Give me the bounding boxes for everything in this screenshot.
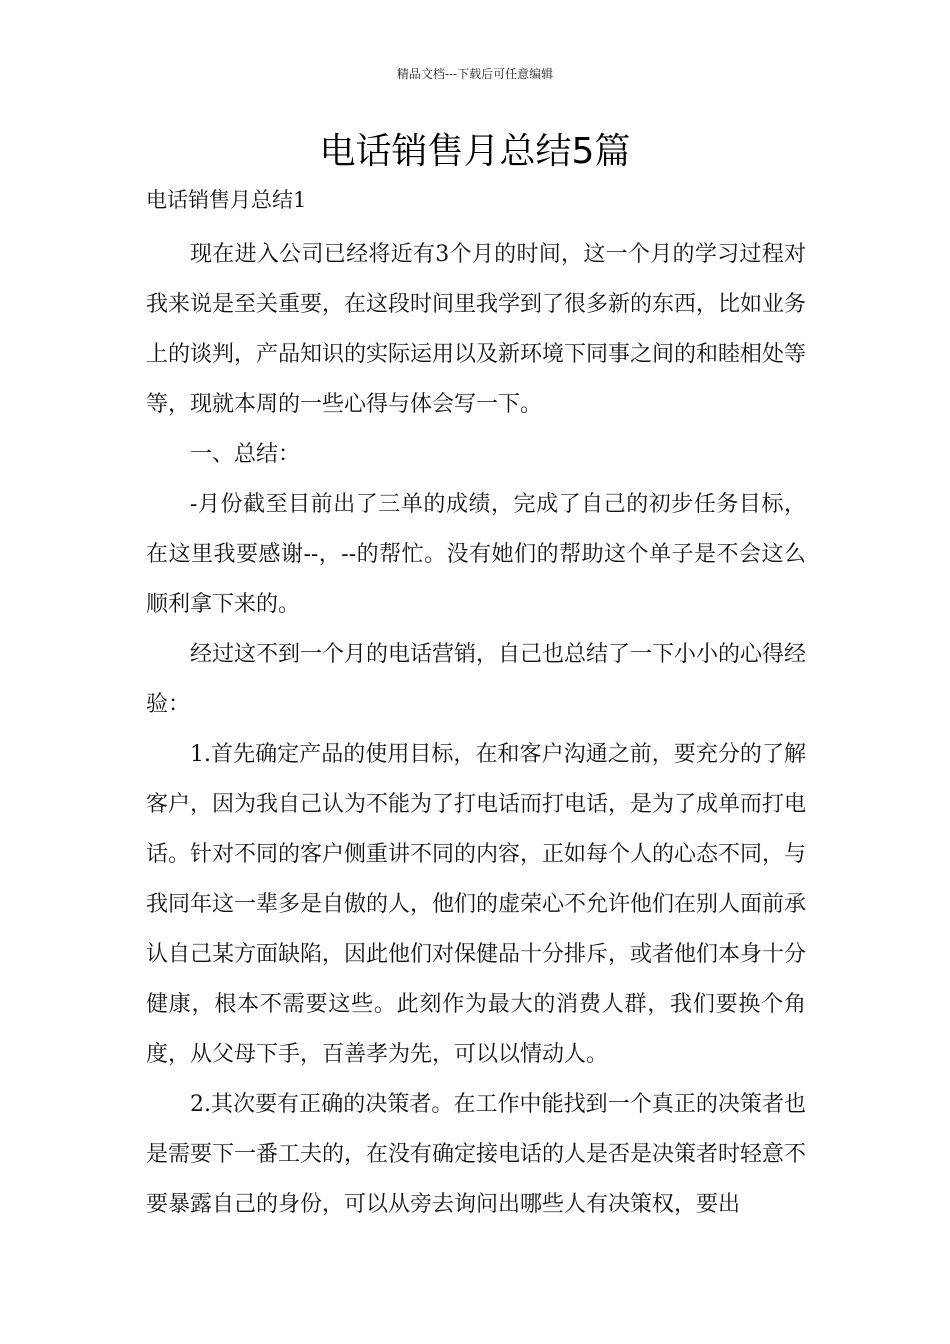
page-header: 精品文档---下载后可任意编辑 [396, 67, 554, 81]
document-body [146, 230, 806, 1230]
paragraph: 现在进入公司已经将近有3个月的时间，这一个月的学习过程对我来说是至关重要，在这段时间里我学到了很多新的东西，比如业务上的谈判，产品知识的实际运用以及新环境下同事之间的和睦相处等等，现就本周的一些心得与体会写一下。 [146, 242, 807, 417]
paragraph: 2.其次要有正确的决策者。在工作中能找到一个真正的决策者也是需要下一番工夫的，在没有确定接电话的人是否是决策者时轻意不要暴露自己的身份，可以从旁去询问出哪些人有决策权，要出 [146, 1092, 807, 1217]
paragraph: 1.首先确定产品的使用目标，在和客户沟通之前，要充分的了解客户，因为我自己认为不能为了打电话而打电话，是为了成单而打电话。针对不同的客户侧重讲不同的内容，正如每个人的心态不同，与我同年这一辈多是自傲的人，他们的虚荣心不允许他们在别人面前承认自己某方面缺陷，因此他们对保健品十分排斥，或者他们本身十分健康，根本不需要这些。此刻作为最大的消费人群，我们要换个角度，从父母下手，百善孝为先，可以以情动人。 [146, 742, 807, 1067]
section-subtitle: 电话销售月总结1 [146, 188, 307, 212]
paragraph: 一、总结： [190, 442, 301, 467]
paragraph: -月份截至目前出了三单的成绩，完成了自己的初步任务目标，在这里我要感谢--，--的帮忙。没有她们的帮助这个单子是不会这么顺利拿下来的。 [146, 492, 806, 617]
paragraph: 经过这不到一个月的电话营销，自己也总结了一下小小的心得经验： [146, 642, 807, 717]
document-title: 电话销售月总结5篇 [319, 131, 631, 172]
